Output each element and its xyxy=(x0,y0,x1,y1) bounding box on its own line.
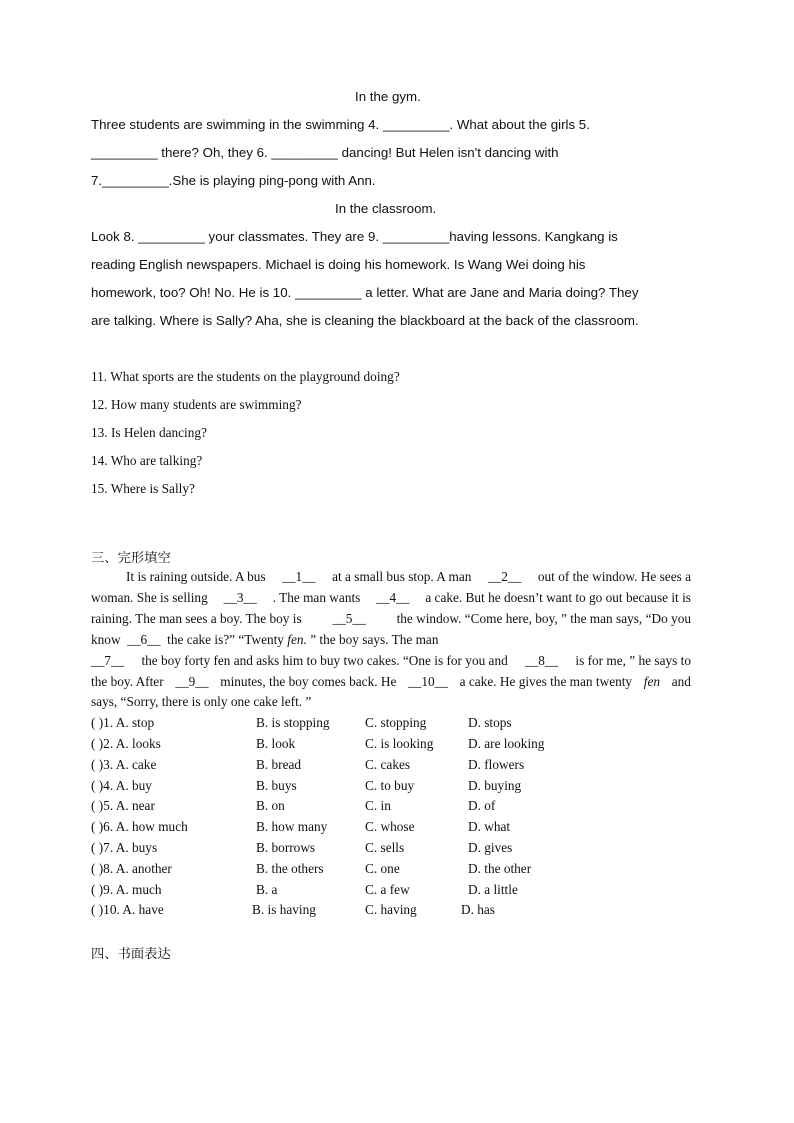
option-b: B. on xyxy=(256,798,285,813)
option-num: ( )5. A. near xyxy=(91,798,155,813)
option-num: ( )1. A. stop xyxy=(91,715,155,730)
writing-heading: 四、书面表达 xyxy=(91,947,171,962)
classroom-line-4: are talking. Where is Sally? Aha, she is cleaning the blackboard at the back of the classroom. xyxy=(91,313,639,328)
passage-text-italic: fen xyxy=(643,674,661,689)
option-c: C. sells xyxy=(365,840,405,855)
option-num: ( )9. A. much xyxy=(91,882,162,897)
question-14: 14. Who are talking? xyxy=(91,453,203,468)
question-12: 12. How many students are swimming? xyxy=(91,397,302,412)
passage-text: know xyxy=(91,632,121,647)
cloze-heading: 三、完形填空 xyxy=(91,551,171,566)
passage-text: a cake. He gives the man twenty xyxy=(459,674,633,689)
classroom-title: In the classroom. xyxy=(335,201,437,216)
blank-5: __5__ xyxy=(332,611,366,626)
passage-line-7: says, “Sorry, there is only one cake left. ” xyxy=(91,694,312,709)
gym-line-3: 7._________.She is playing ping-pong with Ann. xyxy=(91,173,376,188)
option-b: B. look xyxy=(256,736,296,751)
option-num: ( )6. A. how much xyxy=(91,819,188,834)
gym-title: In the gym. xyxy=(355,89,421,104)
blank-6: __6__ xyxy=(127,632,161,647)
option-b: B. bread xyxy=(256,757,302,772)
option-c: C. whose xyxy=(365,819,415,834)
option-c: C. in xyxy=(365,798,391,813)
option-d: D. has xyxy=(461,902,495,917)
passage-text: minutes, the boy comes back. He xyxy=(220,674,397,689)
passage-text: . The man wants xyxy=(272,590,361,605)
blank-2: __2__ xyxy=(488,569,522,584)
blank-8: __8__ xyxy=(524,653,559,668)
option-c: C. one xyxy=(365,861,400,876)
passage-line-3 xyxy=(91,611,691,627)
option-d: D. buying xyxy=(468,778,522,793)
passage-text: the boy. After xyxy=(91,674,164,689)
passage-text: and xyxy=(671,674,691,689)
classroom-line-3: homework, too? Oh! No. He is 10. _________ a letter. What are Jane and Maria doing? They xyxy=(91,285,639,300)
blank-10: __10__ xyxy=(408,674,448,689)
classroom-line-1: Look 8. _________ your classmates. They are 9. _________having lessons. Kangkang is xyxy=(91,229,618,244)
classroom-line-2: reading English newspapers. Michael is doing his homework. Is Wang Wei doing his xyxy=(91,257,586,272)
question-11: 11. What sports are the students on the playground doing? xyxy=(91,369,400,384)
passage-text: out of the window. He sees a xyxy=(537,569,691,584)
blank-9: __9__ xyxy=(175,674,209,689)
gym-line-2: _________ there? Oh, they 6. _________ dancing! But Helen isn't dancing with xyxy=(91,145,559,160)
option-num: ( )10. A. have xyxy=(91,902,164,917)
blank-7: __7__ xyxy=(91,653,125,668)
option-c: C. having xyxy=(365,902,417,917)
question-15: 15. Where is Sally? xyxy=(91,481,195,496)
option-d: D. gives xyxy=(468,840,513,855)
option-b: B. the others xyxy=(256,861,324,876)
option-num: ( )2. A. looks xyxy=(91,736,161,751)
option-b: B. a xyxy=(256,882,278,897)
passage-text: the boy forty fen and asks him to buy two cakes. “One is for you and xyxy=(141,653,508,668)
gym-line-1: Three students are swimming in the swimming 4. _________. What about the girls 5. xyxy=(91,117,590,132)
blank-3: __3__ xyxy=(223,590,257,605)
option-c: C. to buy xyxy=(365,778,415,793)
passage-text: at a small bus stop. A man xyxy=(332,569,472,584)
option-d: D. stops xyxy=(468,715,512,730)
option-d: D. are looking xyxy=(468,736,545,751)
option-b: B. borrows xyxy=(256,840,316,855)
option-num: ( )4. A. buy xyxy=(91,778,152,793)
question-13: 13. Is Helen dancing? xyxy=(91,425,207,440)
blank-1: __1__ xyxy=(282,569,316,584)
passage-text-italic: fen. xyxy=(287,632,307,647)
option-b: B. is having xyxy=(252,902,316,917)
option-c: C. is looking xyxy=(365,736,434,751)
passage-text: the window. “Come here, boy, ” the man says, “Do you xyxy=(396,611,691,626)
option-d: D. what xyxy=(468,819,511,834)
passage-text: ” the boy says. The man xyxy=(310,632,439,647)
option-d: D. a little xyxy=(468,882,518,897)
option-c: C. stopping xyxy=(365,715,427,730)
option-b: B. buys xyxy=(256,778,297,793)
option-d: D. of xyxy=(468,798,496,813)
option-num: ( )3. A. cake xyxy=(91,757,157,772)
passage-text: raining. The man sees a boy. The boy is xyxy=(91,611,302,626)
option-num: ( )8. A. another xyxy=(91,861,172,876)
option-d: D. the other xyxy=(468,861,532,876)
passage-line-5 xyxy=(91,653,691,669)
passage-text: a cake. But he doesn’t want to go out because it is xyxy=(425,590,691,605)
passage-text: woman. She is selling xyxy=(91,590,208,605)
option-c: C. a few xyxy=(365,882,410,897)
passage-line-1 xyxy=(126,569,691,585)
blank-4: __4__ xyxy=(376,590,410,605)
option-b: B. is stopping xyxy=(256,715,330,730)
option-d: D. flowers xyxy=(468,757,525,772)
passage-line-6 xyxy=(91,674,691,690)
passage-line-2 xyxy=(91,590,691,606)
option-b: B. how many xyxy=(256,819,328,834)
passage-text: It is raining outside. A bus xyxy=(126,569,266,584)
passage-text: the cake is?” “Twenty xyxy=(167,632,284,647)
passage-line-4 xyxy=(91,632,438,648)
passage-text: is for me, ” he says to xyxy=(575,653,691,668)
option-num: ( )7. A. buys xyxy=(91,840,158,855)
option-c: C. cakes xyxy=(365,757,411,772)
